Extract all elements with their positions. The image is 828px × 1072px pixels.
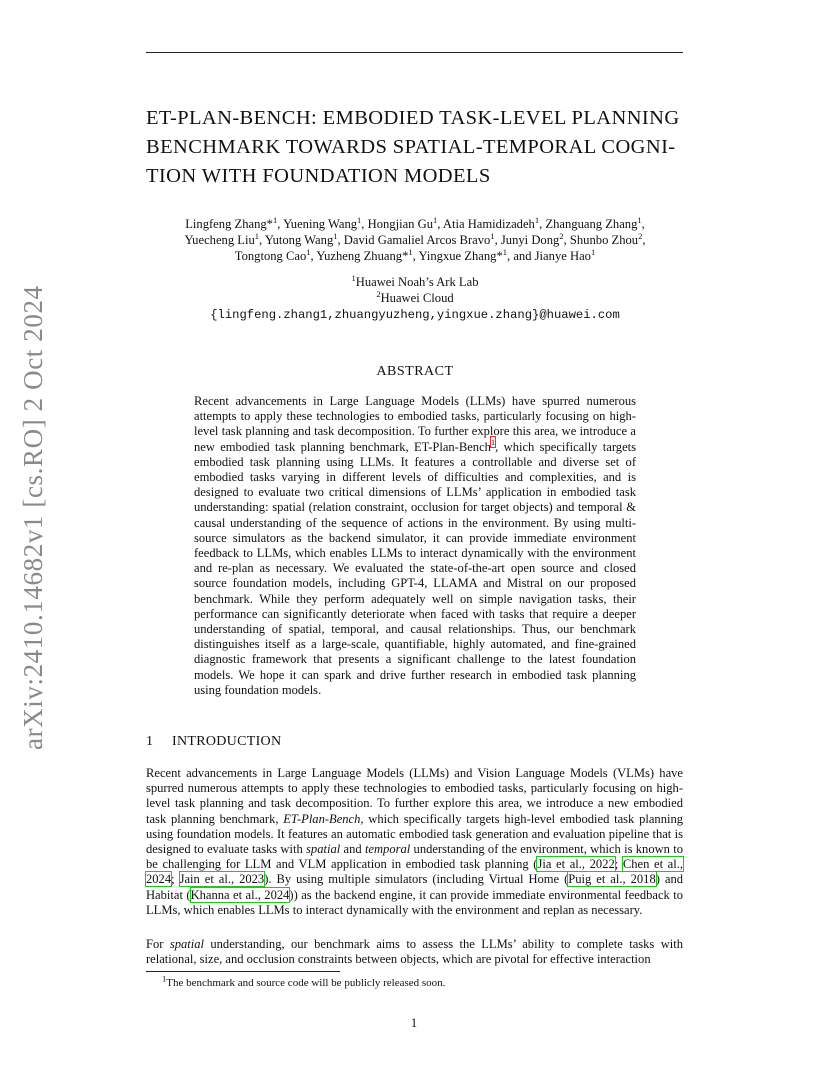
affiliation-mark: 1	[351, 272, 356, 283]
affiliation-1: Huawei Noah’s Ark Lab	[355, 275, 479, 289]
body-text: and	[340, 842, 365, 857]
body-text: ;	[171, 872, 180, 887]
citation-link[interactable]: Khanna et al., 2024	[190, 887, 290, 902]
author: Yuzheng Zhuang*	[316, 249, 409, 263]
body-text: ). By using multiple simulators (including Virtual Home (	[264, 872, 569, 887]
author: Zhanguang Zhang	[545, 217, 638, 231]
author-affil-mark: 1	[637, 214, 642, 225]
section-number: 1	[146, 734, 154, 749]
body-text: understanding, our benchmark aims to assess the LLMs’ ability to complete tasks with relational, size, and occlusion constraints between objects, which are pivotal for effective interaction	[146, 937, 683, 967]
body-text: , which specifically targets high-level embodied task planning using foundation models. It features an automatic embodied task generation and evaluation pipeline that is designed to evaluate tasks with	[146, 811, 683, 857]
footnote-ref[interactable]: 1	[490, 437, 496, 448]
author-affil-mark: 1	[306, 246, 311, 257]
intro-paragraph-1	[146, 766, 683, 918]
emphasis-text: spatial	[306, 842, 341, 857]
footnote-rule	[146, 971, 340, 972]
author: Yingxue Zhang*	[418, 249, 503, 263]
author: Shunbo Zhou	[569, 233, 639, 247]
author-affil-mark: 1	[433, 214, 438, 225]
body-text: )) as the backend engine, it can provide immediate environmental feedback to LLMs, which enables LLMs to interact dynamically with the environment and replan as necessary.	[146, 887, 684, 917]
section-heading	[146, 734, 281, 750]
author: Junyi Dong	[500, 233, 560, 247]
body-text: For	[146, 937, 170, 951]
abstract-text: Recent advancements in Large Language Models (LLMs) have spurred numerous attempts to apply these technologies to embodied tasks, particularly focusing on high-level task planning and task decomposition. To further explore this area, we introduce a new embodied task planning benchmark, ET-Plan-Bench	[194, 394, 636, 454]
author-affil-mark: 1	[272, 214, 278, 225]
citation-link[interactable]: Jia et al., 2022	[537, 857, 615, 872]
title-line-3: TION WITH FOUNDATION MODELS	[146, 165, 491, 187]
affiliations	[150, 274, 680, 323]
abstract-heading: ABSTRACT	[376, 364, 454, 379]
title-line-1: ET-PLAN-BENCH: EMBODIED TASK-LEVEL PLANNING	[146, 107, 680, 129]
title-line-2: BENCHMARK TOWARDS SPATIAL-TEMPORAL COGNI-	[146, 136, 676, 158]
body-text: understanding of the environment, which is known to be challenging for LLM and VLM application in embodied task planning (	[146, 842, 683, 872]
emphasis-text: spatial	[169, 937, 204, 951]
arxiv-stamp: arXiv:2410.14682v1 [cs.RO] 2 Oct 2024	[18, 285, 48, 750]
intro-paragraph-2	[146, 937, 683, 967]
author-affil-mark: 2	[559, 230, 564, 241]
footnote	[162, 973, 446, 989]
author: Yuecheng Liu	[184, 233, 255, 247]
body-text: ) and Habitat (	[146, 872, 683, 902]
citation-link[interactable]: Jain et al., 2023	[179, 872, 265, 887]
page-number: 1	[410, 1016, 418, 1030]
author: Tongtong Cao	[234, 249, 307, 263]
citation-link[interactable]: Chen et al., 2024	[146, 857, 684, 887]
author: David Gamaliel Arcos Bravo	[343, 233, 491, 247]
citation-link[interactable]: Puig et al., 2018	[568, 872, 656, 887]
emphasis-text: ET-Plan-Bench	[283, 811, 361, 826]
author: Atia Hamidizadeh	[442, 217, 535, 231]
author-affil-mark: 2	[638, 230, 643, 241]
affiliation-mark: 2	[376, 288, 381, 299]
section-title: INTRODUCTION	[172, 734, 282, 749]
author-affil-mark: 1	[502, 246, 508, 257]
author-affil-mark: 1	[254, 230, 260, 241]
author-affil-mark: 1	[333, 230, 338, 241]
author: Lingfeng Zhang*	[185, 217, 273, 231]
footnote-mark: 1	[162, 973, 167, 984]
emphasis-text: temporal	[364, 842, 411, 857]
author-affil-mark: 1	[490, 230, 495, 241]
affiliation-2: Huawei Cloud	[380, 291, 454, 305]
author: Yuening Wang	[283, 217, 358, 231]
author-affil-mark: 1	[357, 214, 362, 225]
footnote-text: The benchmark and source code will be publicly released soon.	[166, 977, 446, 989]
author-list: Lingfeng Zhang*$^1$, Yuening Wang$^1$, Hongjian Gu$^1$, Atia Hamidizadeh$^1$, Zhanguang Zhang$^1$, Yuecheng Liu$^1$, Yutong Wang$^1$, David Gamaliel Arcos Bravo$^1$, Junyi Dong$^2$, Shunbo Zhou$^2$, Tongtong Cao$^1$, Yuzheng Zhuang*$^1$, Yingxue Zhang*$^1$, and Jianye Hao$^1$	[184, 214, 646, 263]
body-text: Recent advancements in Large Language Models (LLMs) and Vision Language Models (VLMs) have spurred numerous attempts to apply these technologies to embodied tasks, particularly focusing on high-level task planning and task decomposition. To further explore this area, we introduce a new embodied task planning benchmark,	[146, 766, 683, 826]
author: Yutong Wang	[264, 233, 334, 247]
abstract-text: , which specifically targets embodied task planning using LLMs. It features a controllable and diverse set of embodied tasks varying in different levels of difficulties and complexities, and is designed to evaluate two critical dimensions of LLMs’ application in embodied task understanding: spatial (relation constraint, occlusion for target objects) and temporal & causal understanding of the sequence of actions in the environment. By using multi-source simulators as the backend simulator, it can provide immediate environment feedback to LLMs, which enables LLMs to interact dynamically with the environment and re-plan as necessary. We evaluated the state-of-the-art open source and closed source foundation models, including GPT-4, LLAMA and Mistral on our proposed benchmark. While they perform adequately well on simple navigation tasks, their performance can significantly deteriorate when faced with tasks that require a deeper understanding of spatial, temporal, and causal relationships. Thus, our benchmark distinguishes itself as a large-scale, quantifiable, highly automated, and fine-grained diagnostic framework that presents a significant challenge to the latest foundation models. We hope it can spark and drive further research in embodied task planning using foundation models.	[194, 439, 637, 697]
author-affil-mark: 1	[534, 214, 540, 225]
abstract-body	[194, 394, 636, 698]
author-affil-mark: 1	[590, 246, 596, 257]
contact-email[interactable]: {lingfeng.zhang1,zhuangyuzheng,yingxue.zhang}@huawei.com	[210, 308, 620, 322]
paper-title	[146, 104, 686, 191]
author-affil-mark: 1	[408, 246, 413, 257]
body-text: ;	[614, 857, 623, 872]
author: Hongjian Gu	[367, 217, 434, 231]
author: Jianye Hao	[534, 249, 591, 263]
header-rule	[146, 52, 683, 53]
